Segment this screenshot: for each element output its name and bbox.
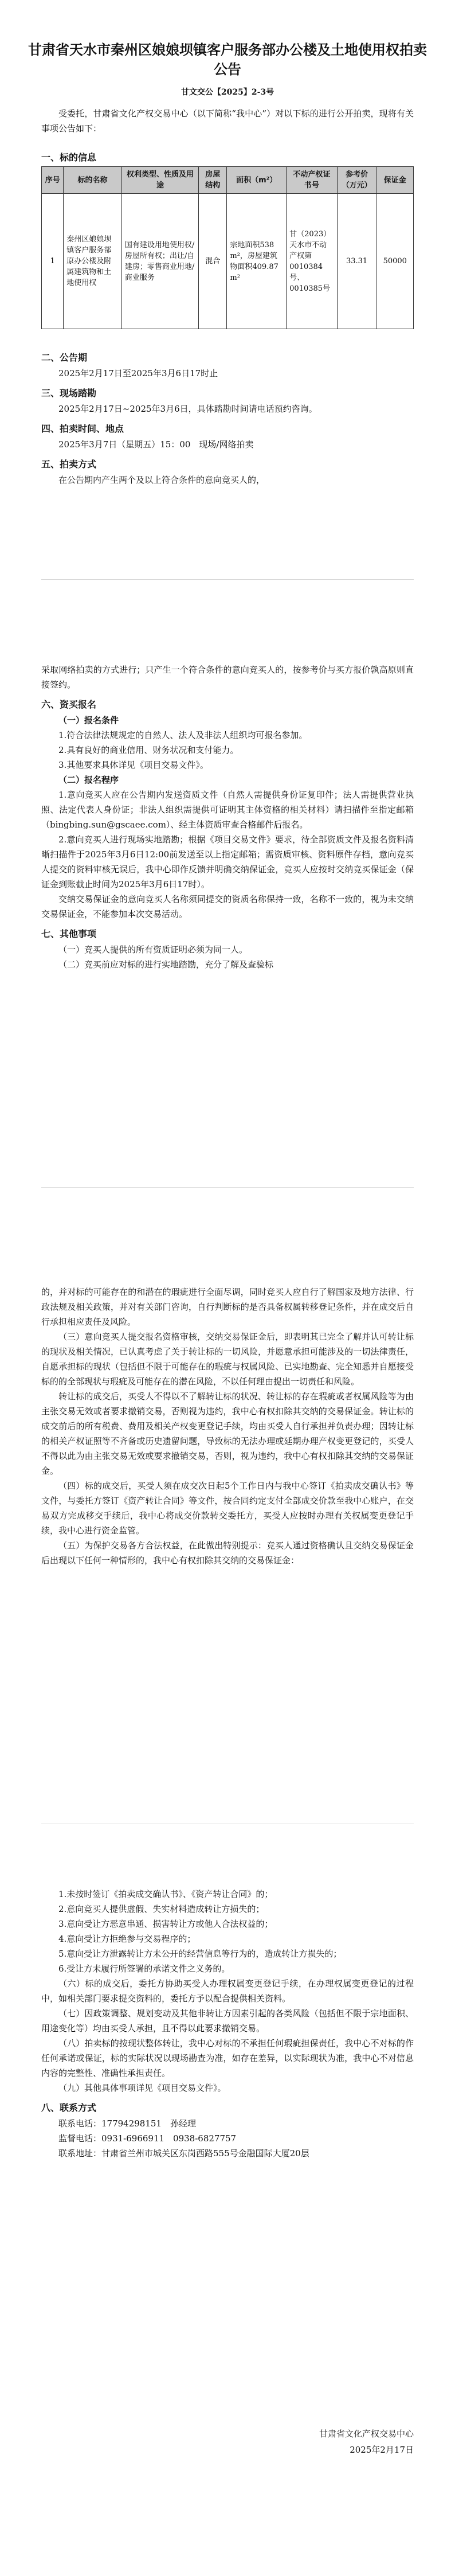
forfeit-item: 2.意向竞买人提供虚假、失实材料造成转让方损失的； <box>58 1904 265 1914</box>
intro-paragraph: 受委托，甘肃省文化产权交易中心（以下简称“我中心”）对以下标的进行公开拍卖，现将有关事项公告如下： <box>41 108 414 134</box>
section1-heading: 一、标的信息 <box>41 152 97 163</box>
forfeit-item: 1.未按时签订《拍卖成交确认书》、《资产转让合同》的； <box>58 1889 273 1899</box>
cell-structure: 混合 <box>199 194 227 329</box>
document-number: 甘文交公【2025】2-3号 <box>181 88 274 97</box>
section5-heading: 五、拍卖方式 <box>41 459 97 470</box>
other-item: （六）标的成交后，委托方协助买受人办理权属变更登记手续，在办理权属变更登记的过程中，如相关部门要求提交资料的，委托方予以配合提供相关资料。 <box>41 1978 414 2004</box>
forfeit-item: 5.意向受让方泄露转让方未公开的经营信息等行为的，造成转让方损失的； <box>58 1949 342 1959</box>
section8-heading: 八、联系方式 <box>41 2102 97 2113</box>
other-item: （一）竞买人提供的所有资质证明必须为同一人。 <box>58 944 248 955</box>
section7-list-block <box>41 1887 414 2161</box>
listing-table <box>41 166 414 329</box>
condition-item: 1.符合法律法规规定的自然人、法人及非法人组织均可报名参加。 <box>58 730 308 740</box>
forfeit-item: 6.受让方未履行所签署的承诺文件之义务的。 <box>58 1964 230 1974</box>
section4-text: 2025年3月7日（星期五）15：00 现场/网络拍卖 <box>58 439 254 450</box>
section6-heading: 六、资买报名 <box>41 699 97 710</box>
contact-supervision-phone: 监督电话：0931-6966911 0938-6827757 <box>58 2133 237 2144</box>
cell-rights: 国有建设用地使用权/房屋所有权；出让/自建房；零售商业用地/商业服务 <box>121 194 198 329</box>
cell-area: 宗地面积538 m²，房屋建筑物面积409.87 m² <box>227 194 287 329</box>
col-header-no: 序号 <box>42 167 64 194</box>
section3-text: 2025年2月17日~2025年3月6日，具体踏勘时间请电话预约咨询。 <box>58 404 317 414</box>
forfeit-item: 3.意向受让方恶意串通、损害转让方或他人合法权益的； <box>58 1919 273 1929</box>
table-header-row <box>42 167 414 194</box>
section7-continued-block <box>41 1285 414 1568</box>
section5-text-a: 在公告期内产生两个及以上符合条件的意向竞买人的， <box>58 475 265 485</box>
sections-2-5-block <box>41 350 414 487</box>
procedure-item: 1.意向竞买人应在公告期内发送资质文件（自然人需提供身份证复印件；法人需提供营业执照、法定代表人身份证；非法人组织需提供可证明其主体资格的相关材料）请扫描件至指定邮箱（bingbing.sun@gscaee.com）、经主体资质审查合格邮件后报名。 <box>41 790 414 830</box>
other-item: （九）其他具体事项详见《项目交易文件》。 <box>58 2083 226 2093</box>
col-header-structure: 房屋结构 <box>199 167 227 194</box>
procedure-item: 2.意向竞买人进行现场实地踏勘；根据《项目交易文件》要求，待全部资质文件及报名资料清晰扫描件于2025年3月6日12:00前发送至以上指定邮箱；需资质审核、资料原件存档，意向竞买人提交的资料审核无误后，我中心即作反馈并明确交纳保证金，竞买人应按时交纳竞买保证金（保证金到账截止时间为2025年3月6日17时）。 <box>41 834 414 889</box>
section4-heading: 四、拍卖时间、地点 <box>41 423 124 434</box>
other-item: （八）拍卖标的按现状整体转让，我中心对标的不承担任何瑕疵担保责任，我中心不对标的作任何承诺或保证，标的实际状况以现场勘查为准，如存在差异，以实际现状为准，我中心不对信息内容的完整性、准确性承担责任。 <box>41 2038 414 2078</box>
col-header-price: 参考价（万元） <box>337 167 376 194</box>
signature-org: 甘肃省文化产权交易中心 <box>319 2429 414 2439</box>
contact-phone: 联系电话：17794298151 孙经理 <box>58 2118 196 2129</box>
signature-date: 2025年2月17日 <box>350 2445 414 2455</box>
other-item: （二）竞买前应对标的进行实地踏勘，充分了解及查验标 <box>58 959 274 970</box>
document-title: 甘肃省天水市秦州区娘娘坝镇客户服务部办公楼及土地使用权拍卖公告 <box>28 42 427 77</box>
other-item: 转让标的成交后，买受人不得以不了解转让标的状况、转让标的存在瑕疵或者权属风险等为由主张交易无效或者要求撤销交易，否则视为违约，我中心有权扣除其交纳的交易保证金。转让标的成交前后的所有税费、费用及相关产权变更登记手续，均由买受人自行承担并负责办理；因转让标的相关产权证照等不齐备或历史遗留问题，导致标的无法办理或延期办理产权变更登记的，买受人不得以此为由主张交易无效或要求撤销交易，否则，视为违约，我中心有权扣除其交纳的交易保证金。 <box>41 1391 414 1476</box>
section6-sub1-heading: （一）报名条件 <box>58 715 119 725</box>
cell-deposit: 50000 <box>376 194 414 329</box>
contact-address: 联系地址：甘肃省兰州市城关区东岗西路555号金融国际大厦20层 <box>58 2148 309 2159</box>
section7-heading: 七、其他事项 <box>41 928 97 939</box>
col-header-area: 面积（m²） <box>227 167 287 194</box>
col-header-cert: 不动产权证书号 <box>287 167 338 194</box>
col-header-name: 标的名称 <box>64 167 122 194</box>
page-divider <box>41 579 414 580</box>
page-divider <box>41 1187 414 1188</box>
other-item: （三）意向竞买人提交报名资格审核，交纳交易保证金后，即表明其已完全了解并认可转让标的现状及相关情况，已认真考虑了关于转让标的一切风险，并愿意承担可能涉及的一切法律责任，自愿承担标的现状（包括但不限于可能存在的瑕疵与权属风险、已实地勘查、完全知悉并自愿接受标的的全部现状与瑕疵及可能存在的潜在风险，不以任何理由提出一切责任和风险。 <box>41 1332 414 1387</box>
condition-item: 2.具有良好的商业信用、财务状况和支付能力。 <box>58 745 239 755</box>
section5-text-b: 采取网络拍卖的方式进行；只产生一个符合条件的意向竞买人的，按参考价与买方报价孰高原则直接签约。 <box>41 665 414 690</box>
section6-sub2-heading: （二）报名程序 <box>58 775 119 785</box>
section2-heading: 二、公告期 <box>41 352 88 363</box>
cell-no: 1 <box>42 194 64 329</box>
other-item: （七）因政策调整、规划变动及其他非转让方因素引起的各类风险（包括但不限于宗地面积、用途变化等）均由买受人承担，且不得以此要求撤销交易。 <box>41 2008 414 2034</box>
cell-cert: 甘（2023）天水市不动产权第0010384号、0010385号 <box>287 194 338 329</box>
cell-name: 秦州区娘娘坝镇客户服务部原办公楼及附属建筑物和土地使用权 <box>64 194 122 329</box>
section2-text: 2025年2月17日至2025年3月6日17时止 <box>58 368 218 378</box>
procedure-note: 交纳交易保证金的意向竞买人名称须同提交的资质名称保持一致，名称不一致的，视为未交纳交易保证金，不能参加本次交易活动。 <box>41 894 414 919</box>
signature-block <box>319 2426 414 2458</box>
cell-price: 33.31 <box>337 194 376 329</box>
other-item-continued: 的，并对标的可能存在的和潜在的瑕疵进行全面尽调，同时竞买人应自行了解国家及地方法律、行政法规及相关政策，并对有关部门咨询，自行判断标的是否具备权属转移登记条件，并在成交后自行承担相应责任及风险。 <box>41 1287 414 1327</box>
condition-item: 3.其他要求具体详见《项目交易文件》。 <box>58 760 209 770</box>
col-header-deposit: 保证金 <box>376 167 414 194</box>
other-item: （五）为保护交易各方合法权益，在此做出特别提示：竞买人通过资格确认且交纳交易保证金后出现以下任何一种情形的，我中心有权扣除其交纳的交易保证金： <box>41 1540 414 1566</box>
table-row <box>42 194 414 329</box>
forfeit-item: 4.意向受让方拒绝参与交易程序的； <box>58 1934 196 1944</box>
col-header-rights: 权利类型、性质及用途 <box>121 167 198 194</box>
intro-block <box>41 106 414 166</box>
other-item: （四）标的成交后，买受人须在成交次日起5个工作日内与我中心签订《拍卖成交确认书》等文件，与委托方签订《资产转让合同》等文件，按合同约定支付全部成交价款至我中心账户，在交易双方完成移交手续后，我中心将成交价款转交委托方，买受人应按时办理有关权属变更登记手续，我中心进行资金监管。 <box>41 1481 414 1536</box>
section3-heading: 三、现场踏勘 <box>41 388 97 399</box>
sections-5-7-block <box>41 662 414 972</box>
